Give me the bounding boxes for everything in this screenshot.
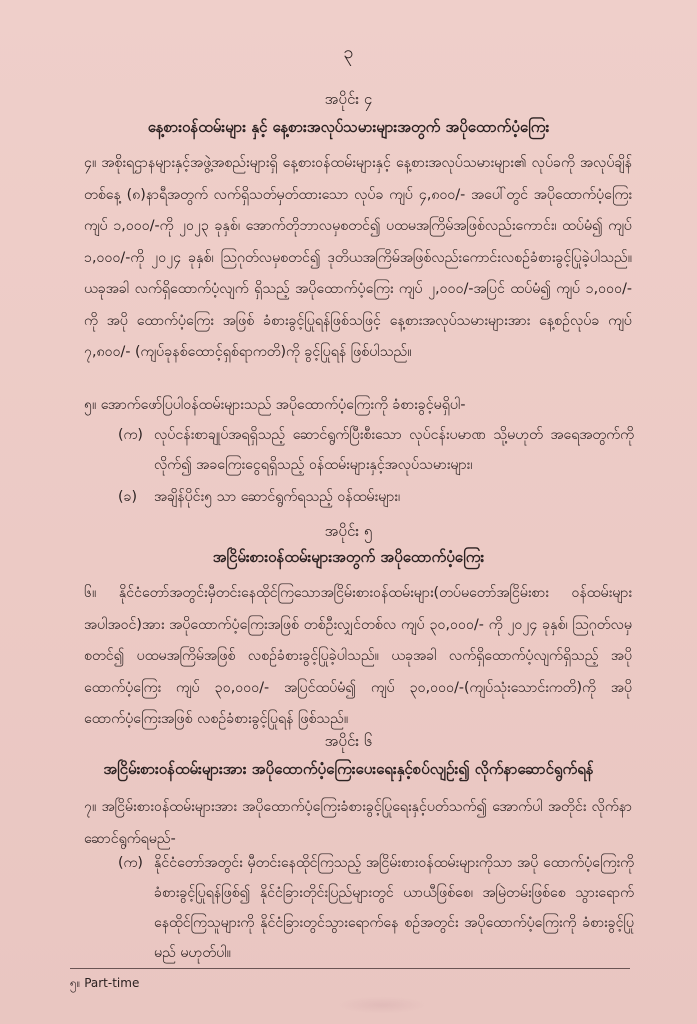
page-number: ၃ <box>343 42 354 63</box>
chapter-4-heading: အပိုင်း ၄ <box>324 90 373 108</box>
chapter-5-title: အငြိမ်းစားဝန်ထမ်းများအတွက် အပိုထောက်ပံ့ကြေး <box>212 548 485 566</box>
list-item-marker: (ခ) <box>118 489 138 505</box>
paragraph-6: ၆။ နိုင်ငံတော်အတွင်းမှီတင်းနေထိုင်ကြသောအငြိမ်းစားဝန်ထမ်းများ(တပ်မတော်အငြိမ်းစား ဝန်ထမ်းများအပါအဝင်)အား အပိုထောက်ပံ့ကြေးအဖြစ် တစ်ဦးလျှင်တစ်လ ကျပ် ၃၀,၀၀၀/- ကို ၂၀၂၄ ခုနှစ်၊ ဩဂုတ်လမှစတင်၍ ပထမအကြိမ်အဖြစ် လစဉ်ခံစားခွင့်ပြုခဲ့ပါသည်။ ယခုအခါ လက်ရှိထောက်ပံ့လျက်ရှိသည့် အပိုထောက်ပံ့ကြေး ကျပ် ၃၀,၀၀၀/- အပြင်ထပ်မံ၍ ကျပ် ၃၀,၀၀၀/-(ကျပ်သုံးသောင်းကတိ)ကို အပိုထောက်ပံ့ကြေးအဖြစ် လစဉ်ခံစားခွင့်ပြုရန် ဖြစ်သည်။ <box>84 585 632 727</box>
footnote-divider <box>70 968 630 969</box>
paragraph-5: ၅။ အောက်ဖော်ပြပါဝန်ထမ်းများသည် အပိုထောက်ပံ့ကြေးကို ခံစားခွင့်မရှိပါ- <box>84 397 466 413</box>
list-item-7-ka <box>118 848 634 968</box>
footnote: ၅။ Part-time <box>70 976 140 990</box>
list-item-5-ka <box>118 420 634 480</box>
paragraph-7: ၇။ အငြိမ်းစားဝန်ထမ်းများအား အပိုထောက်ပံ့ကြေးခံစားခွင့်ပြုရေးနှင့်ပတ်သက်၍ အောက်ပါ အတိုင်း လိုက်နာဆောင်ရွက်ရမည်- <box>84 799 632 847</box>
list-item-text: အချိန်ပိုင်း၅ သာ ဆောင်ရွက်ရသည့် ဝန်ထမ်းများ၊ <box>154 489 401 505</box>
list-item-text: နိုင်ငံတော်အတွင်း မှီတင်းနေထိုင်ကြသည့် အငြိမ်းစားဝန်ထမ်းများကိုသာ အပို ထောက်ပံ့ကြေးကို ခံစားခွင့်ပြုရန်ဖြစ်၍ နိုင်ငံခြားတိုင်းပြည်များတွင် ယာယီဖြစ်စေ၊ အမြဲတမ်းဖြစ်စေ သွားရောက်နေထိုင်ကြသူများကို နိုင်ငံခြားတွင်သွားရောက်နေ စဉ်အတွင်း အပိုထောက်ပံ့ကြေးကို ခံစားခွင့်ပြုမည် မဟုတ်ပါ။ <box>154 855 634 961</box>
list-item-text: လုပ်ငန်းစာချုပ်အရရှိသည့် ဆောင်ရွက်ပြီးစီးသော လုပ်ငန်းပမာဏ သို့မဟုတ် အရေအတွက်ကိုလိုက်၍ အခကြေးငွေရရှိသည့် ဝန်ထမ်းများနှင့်အလုပ်သမားများ၊ <box>154 427 634 473</box>
chapter-4-title: နေ့စားဝန်ထမ်းများ နှင့် နေ့စားအလုပ်သမားများအတွက် အပိုထောက်ပံ့ကြေး <box>147 118 550 136</box>
list-item-marker: (က) <box>118 855 143 871</box>
ink-smudge <box>337 996 427 1014</box>
paragraph-4: ၄။ အစိုးရဌာနများနှင့်အဖွဲ့အစည်းများရှိ နေ့စားဝန်ထမ်းများနှင့် နေ့စားအလုပ်သမားများ၏ လုပ်ခကို အလုပ်ချိန် တစ်နေ့ (၈)နာရီအတွက် လက်ရှိသတ်မှတ်ထားသော လုပ်ခ ကျပ် ၄,၈၀၀/- အပေါ်တွင် အပိုထောက်ပံ့ကြေး ကျပ် ၁,၀၀၀/-ကို ၂၀၂၃ ခုနှစ်၊ အောက်တိုဘာလမှစတင်၍ ပထမအကြိမ်အဖြစ်လည်းကောင်း၊ ထပ်မံ၍ ကျပ် ၁,၀၀၀/-ကို ၂၀၂၄ ခုနှစ်၊ ဩဂုတ်လမှစတင်၍ ဒုတိယအကြိမ်အဖြစ်လည်းကောင်းလစဉ်ခံစားခွင့်ပြုခဲ့ပါသည်။ ယခုအခါ လက်ရှိထောက်ပံ့လျက် ရှိသည့် အပိုထောက်ပံ့ကြေး ကျပ် ၂,၀၀၀/-အပြင် ထပ်မံ၍ ကျပ် ၁,၀၀၀/- ကို အပို ထောက်ပံ့ကြေး အဖြစ် ခံစားခွင့်ပြုရန်ဖြစ်သဖြင့် နေ့စားအလုပ်သမားများအား နေ့စဉ်လုပ်ခ ကျပ် ၇,၈၀၀/- (ကျပ်ခုနစ်ထောင့်ရှစ်ရာကတိ)ကို ခွင့်ပြုရန် ဖြစ်ပါသည်။ <box>84 155 632 360</box>
chapter-5-heading: အပိုင်း ၅ <box>324 522 373 540</box>
list-item-marker: (က) <box>118 427 143 443</box>
list-item-5-kha <box>118 482 634 512</box>
chapter-6-title: အငြိမ်းစားဝန်ထမ်းများအား အပိုထောက်ပံ့ကြေးပေးရေးနှင့်စပ်လျဉ်း၍ လိုက်နာဆောင်ရွက်ရန် <box>103 760 594 778</box>
chapter-6-heading: အပိုင်း ၆ <box>324 732 373 750</box>
